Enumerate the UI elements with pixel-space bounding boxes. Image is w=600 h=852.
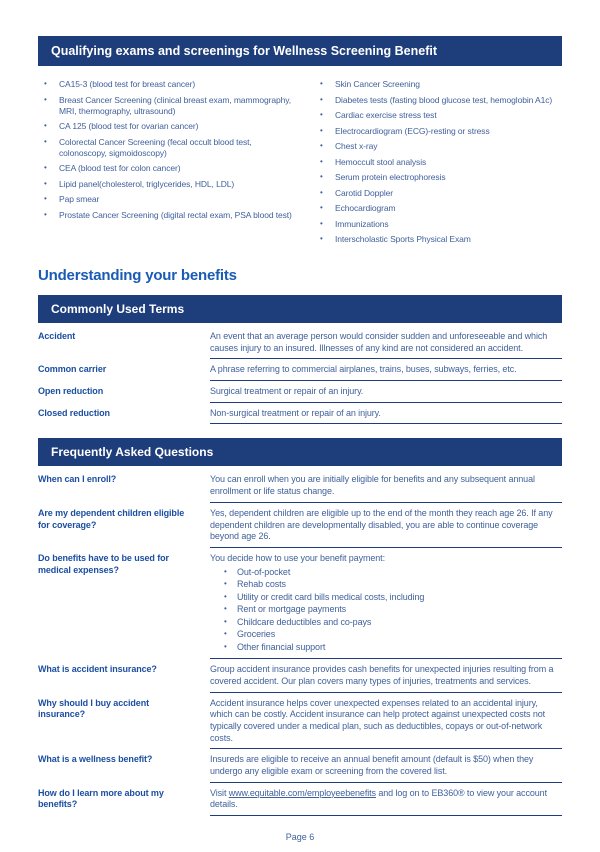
exam-list-item-label: Prostate Cancer Screening (digital rectal exam, PSA blood test) — [59, 209, 292, 220]
faq-row — [38, 474, 562, 502]
bullet-icon: • — [320, 110, 323, 120]
bullet-icon: • — [320, 125, 323, 135]
faq-row — [38, 553, 562, 659]
bullet-icon: • — [320, 94, 323, 104]
bullet-icon: • — [44, 178, 47, 188]
exam-list-item — [44, 95, 300, 117]
faq-answer-bullet-item — [224, 567, 562, 579]
faq-row — [38, 698, 562, 750]
exam-list-item-label: Colorectal Cancer Screening (fecal occult blood test, colonoscopy, sigmoidoscopy) — [59, 136, 252, 158]
faq-answer-bullet-item-label: Other financial support — [237, 641, 326, 652]
term-name: Open reduction — [38, 386, 104, 397]
faq-answer-bullet-item-label: Rent or mortgage payments — [237, 604, 347, 615]
terms-section-title: Commonly Used Terms — [51, 302, 185, 317]
bullet-icon: • — [320, 218, 323, 228]
exam-list-item — [320, 188, 562, 199]
exam-list-item-label: Pap smear — [59, 194, 100, 205]
term-definition: An event that an average person would consider sudden and unforeseeable and which causes injury to an insured. Illnesses of any kind are not considered an accident. — [210, 331, 562, 359]
faq-answer — [210, 508, 562, 548]
faq-answer — [210, 664, 562, 692]
term-row — [38, 408, 562, 425]
faq-row — [38, 754, 562, 782]
exam-list-item-label: CEA (blood test for colon cancer) — [59, 163, 181, 174]
terms-section-header — [38, 295, 562, 323]
bullet-icon: • — [320, 203, 323, 213]
wellness-exams-right-list — [314, 79, 562, 250]
faq-question: What is a wellness benefit? — [38, 754, 153, 765]
exam-list-item — [44, 194, 300, 205]
faq-question: Why should I buy accident insurance? — [38, 697, 150, 720]
faq-answer-bullet-list — [210, 567, 562, 654]
commonly-used-terms-table — [38, 331, 562, 424]
exam-list-item — [44, 137, 300, 159]
faq-table — [38, 474, 562, 816]
faq-answer — [210, 698, 562, 750]
exam-list-item — [44, 121, 300, 132]
wellness-exams-left-list — [38, 79, 300, 250]
faq-question: When can I enroll? — [38, 474, 117, 485]
exam-list-item — [320, 126, 562, 137]
bullet-icon: • — [44, 136, 47, 146]
exam-list-item-label: CA 125 (blood test for ovarian cancer) — [59, 121, 199, 132]
exam-list-item-label: Echocardiogram — [335, 203, 396, 214]
faq-question: How do I learn more about my benefits? — [38, 787, 164, 810]
bullet-icon: • — [44, 194, 47, 204]
exam-list-item-label: Breast Cancer Screening (clinical breast exam, mammography, MRI, thermography, ultrasound) — [59, 94, 292, 116]
exam-list-item-label: CA15-3 (blood test for breast cancer) — [59, 79, 196, 89]
bullet-icon: • — [44, 121, 47, 131]
exam-list-item — [44, 210, 300, 221]
bullet-icon: • — [224, 604, 227, 614]
bullet-icon: • — [320, 234, 323, 244]
faq-answer-bullet-item-label: Rehab costs — [237, 579, 286, 590]
faq-answer — [210, 754, 562, 782]
term-name: Accident — [38, 331, 76, 342]
term-name: Closed reduction — [38, 407, 110, 418]
exam-list-item-label: Immunizations — [335, 218, 389, 229]
exam-list-item-label: Cardiac exercise stress test — [335, 110, 437, 121]
wellness-section-header — [38, 36, 562, 66]
bullet-icon: • — [224, 629, 227, 639]
faq-answer-text: Group accident insurance provides cash benefits for unexpected injuries resulting from a covered accident. Our plan covers many types of injuries, treatments and services. — [210, 664, 554, 686]
faq-answer-text: Accident insurance helps cover unexpected expenses related to an accidental injury, which can be costly. Accident insurance can help protect against unexpected costs not typically covered under a medical plan, such as deductibles, copays or out-of-network costs. — [210, 697, 546, 743]
faq-answer — [210, 788, 562, 816]
bullet-icon: • — [224, 579, 227, 589]
exam-list-item-label: Serum protein electrophoresis — [335, 172, 446, 183]
faq-answer-text: You decide how to use your benefit payment: — [210, 552, 385, 563]
faq-row — [38, 508, 562, 548]
faq-answer-bullet-item — [224, 604, 562, 616]
exam-list-item — [320, 141, 562, 152]
faq-answer-bullet-item-label: Out-of-pocket — [237, 566, 291, 577]
exam-list-item — [320, 95, 562, 106]
faq-answer-bullet-item — [224, 592, 562, 604]
faq-answer-bullet-item-label: Groceries — [237, 629, 276, 640]
faq-answer-text: You can enroll when you are initially eligible for benefits and any subsequent annual enrollment or life status change. — [210, 474, 535, 497]
exam-list-item — [320, 172, 562, 183]
bullet-icon: • — [320, 172, 323, 182]
bullet-icon: • — [320, 141, 323, 151]
term-row — [38, 364, 562, 381]
exam-list-item — [320, 203, 562, 214]
faq-answer-bullet-item — [224, 629, 562, 641]
bullet-icon: • — [224, 591, 227, 601]
faq-answer-bullet-item — [224, 579, 562, 591]
bullet-icon: • — [320, 187, 323, 197]
faq-row — [38, 788, 562, 816]
faq-answer-text: Visit — [210, 787, 229, 798]
term-row — [38, 386, 562, 403]
faq-answer-bullet-item — [224, 642, 562, 654]
faq-answer — [210, 553, 562, 659]
term-name: Common carrier — [38, 364, 107, 375]
employee-benefits-link[interactable]: www.equitable.com/employeebenefits — [228, 787, 376, 798]
term-definition: A phrase referring to commercial airplanes, trains, buses, subways, ferries, etc. — [210, 364, 562, 381]
page-number: Page 6 — [285, 832, 315, 843]
bullet-icon: • — [224, 566, 227, 576]
faq-question: Do benefits have to be used for medical expenses? — [38, 552, 169, 575]
bullet-icon: • — [44, 163, 47, 173]
exam-list-item — [320, 234, 562, 245]
exam-list-item-label: Carotid Doppler — [335, 187, 394, 198]
faq-answer-bullet-item-label: Utility or credit card bills medical costs, including — [237, 591, 425, 602]
wellness-section-title: Qualifying exams and screenings for Wellness Screening Benefit — [51, 44, 437, 58]
exam-list-item — [44, 163, 300, 174]
exam-list-item-label: Skin Cancer Screening — [335, 79, 420, 89]
exam-list-item — [320, 157, 562, 168]
exam-list-item — [320, 79, 562, 90]
faq-answer-text: and log on to EB360® to view your account details. — [210, 787, 547, 810]
exam-list-item — [320, 110, 562, 121]
faq-answer-text: Yes, dependent children are eligible up to the end of the month they reach age 26. If any dependent children are developmentally disabled, you are able to continue coverage beyond age 26. — [210, 507, 553, 542]
understanding-benefits-heading: Understanding your benefits — [38, 267, 237, 285]
bullet-icon: • — [320, 156, 323, 166]
bullet-icon: • — [320, 79, 323, 88]
faq-question: Are my dependent children eligible for coverage? — [38, 507, 185, 530]
faq-answer-bullet-item — [224, 617, 562, 629]
exam-list-item-label: Electrocardiogram (ECG)-resting or stress — [335, 125, 490, 136]
bullet-icon: • — [44, 94, 47, 104]
faq-answer — [210, 474, 562, 502]
exam-list-item-label: Chest x-ray — [335, 141, 378, 152]
faq-row — [38, 664, 562, 692]
faq-section-header — [38, 438, 562, 466]
term-row — [38, 331, 562, 359]
exam-list-item — [44, 79, 300, 90]
bullet-icon: • — [44, 209, 47, 219]
exam-list-item-label: Hemoccult stool analysis — [335, 156, 427, 167]
bullet-icon: • — [224, 616, 227, 626]
faq-section-title: Frequently Asked Questions — [51, 445, 214, 460]
exam-list-item-label: Diabetes tests (fasting blood glucose test, hemoglobin A1c) — [335, 94, 553, 105]
term-definition: Non-surgical treatment or repair of an injury. — [210, 408, 562, 425]
exam-list-item-label: Interscholastic Sports Physical Exam — [335, 234, 471, 245]
bullet-icon: • — [224, 641, 227, 651]
bullet-icon: • — [44, 79, 47, 88]
exam-list-item — [320, 219, 562, 230]
faq-question: What is accident insurance? — [38, 664, 157, 675]
exam-list-item-label: Lipid panel(cholesterol, triglycerides, HDL, LDL) — [59, 178, 235, 189]
term-definition: Surgical treatment or repair of an injury. — [210, 386, 562, 403]
faq-answer-bullet-item-label: Childcare deductibles and co-pays — [237, 616, 372, 627]
exam-list-item — [44, 179, 300, 190]
wellness-exams-lists — [38, 79, 562, 250]
faq-answer-text: Insureds are eligible to receive an annual benefit amount (default is $50) when they undergo any eligible exam or screening from the covered list. — [210, 754, 534, 776]
